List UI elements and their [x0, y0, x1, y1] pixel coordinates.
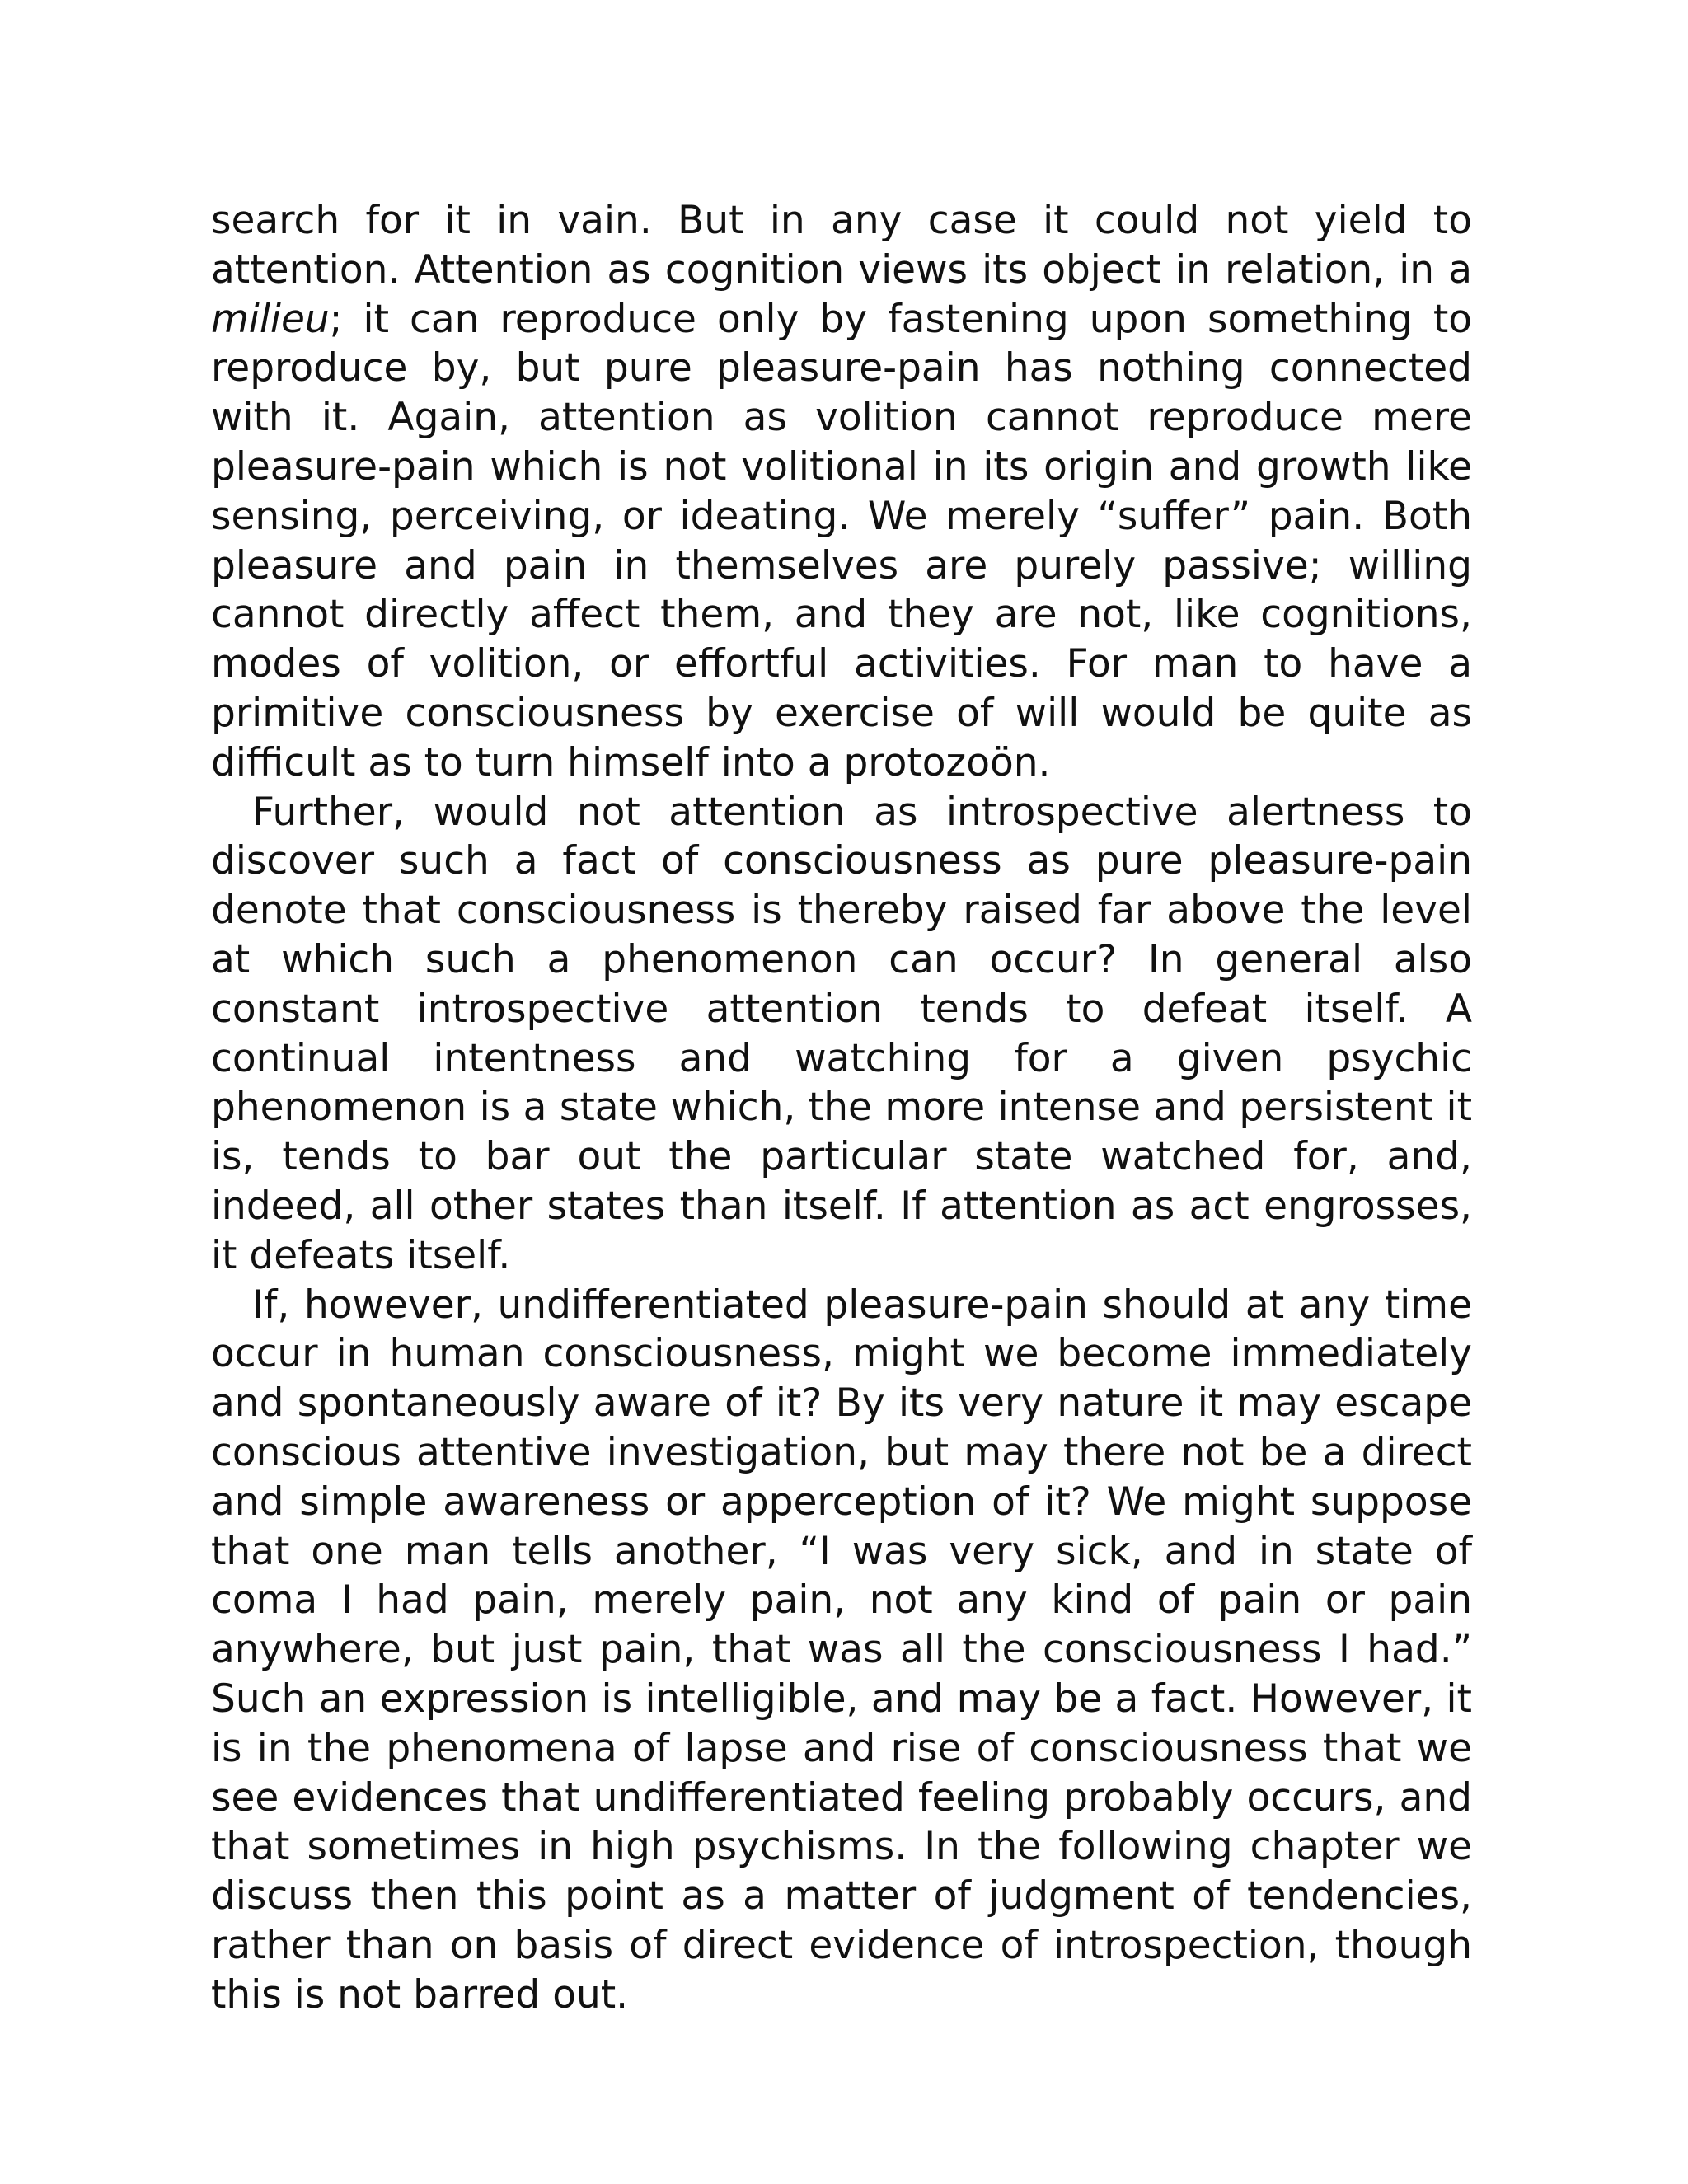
paragraph-1	[211, 196, 1472, 788]
body-text	[211, 196, 1472, 2019]
italic-term-milieu: milieu	[211, 296, 330, 342]
paragraph-3: If, however, undifferentiated pleasure-pain should at any time occur in human consciousness, might we become immediately and spontaneously aware of it? By its very nature it may escape conscious attentive investigation, but may there not be a direct and simple awareness or apperception of it? We might suppose that one man tells another, “I was very sick, and in state of coma I had pain, merely pain, not any kind of pain or pain anywhere, but just pain, that was all the consciousness I had.” Such an expression is intelligible, and may be a fact. However, it is in the phenomena of lapse and rise of consciousness that we see evidences that undifferentiated feeling probably occurs, and that sometimes in high psychisms. In the following chapter we discuss then this point as a matter of judgment of tendencies, rather than on basis of direct evidence of introspection, though this is not barred out.	[211, 1282, 1472, 2018]
paragraph-1-text-start: search for it in vain. But in any case it could not yield to attention. Attention as cognition views its object in relation, in a	[211, 198, 1472, 293]
paragraph-2: Further, would not attention as introspective alertness to discover such a fact of consciousness as pure pleasure-pain denote that consciousness is thereby raised far above the level at which such a phenomenon can occur? In general also constant introspective attention tends to defeat itself. A continual intentness and watching for a given psychic phenomenon is a state which, the more intense and persistent it is, tends to bar out the particular state watched for, and, indeed, all other states than itself. If attention as act engrosses, it defeats itself.	[211, 789, 1472, 1278]
paragraph-1-text-end: ; it can reproduce only by fastening upon something to reproduce by, but pure pleasure-pain has nothing connected with it. Again, attention as volition cannot reproduce mere pleasure-pain which is not volitional in its origin and growth like sensing, perceiving, or ideating. We merely “suffer” pain. Both pleasure and pain in themselves are purely passive; willing cannot directly affect them, and they are not, like cognitions, modes of volition, or effortful activities. For man to have a primitive consciousness by exercise of will would be quite as difficult as to turn himself into a protozoön.	[211, 296, 1472, 785]
